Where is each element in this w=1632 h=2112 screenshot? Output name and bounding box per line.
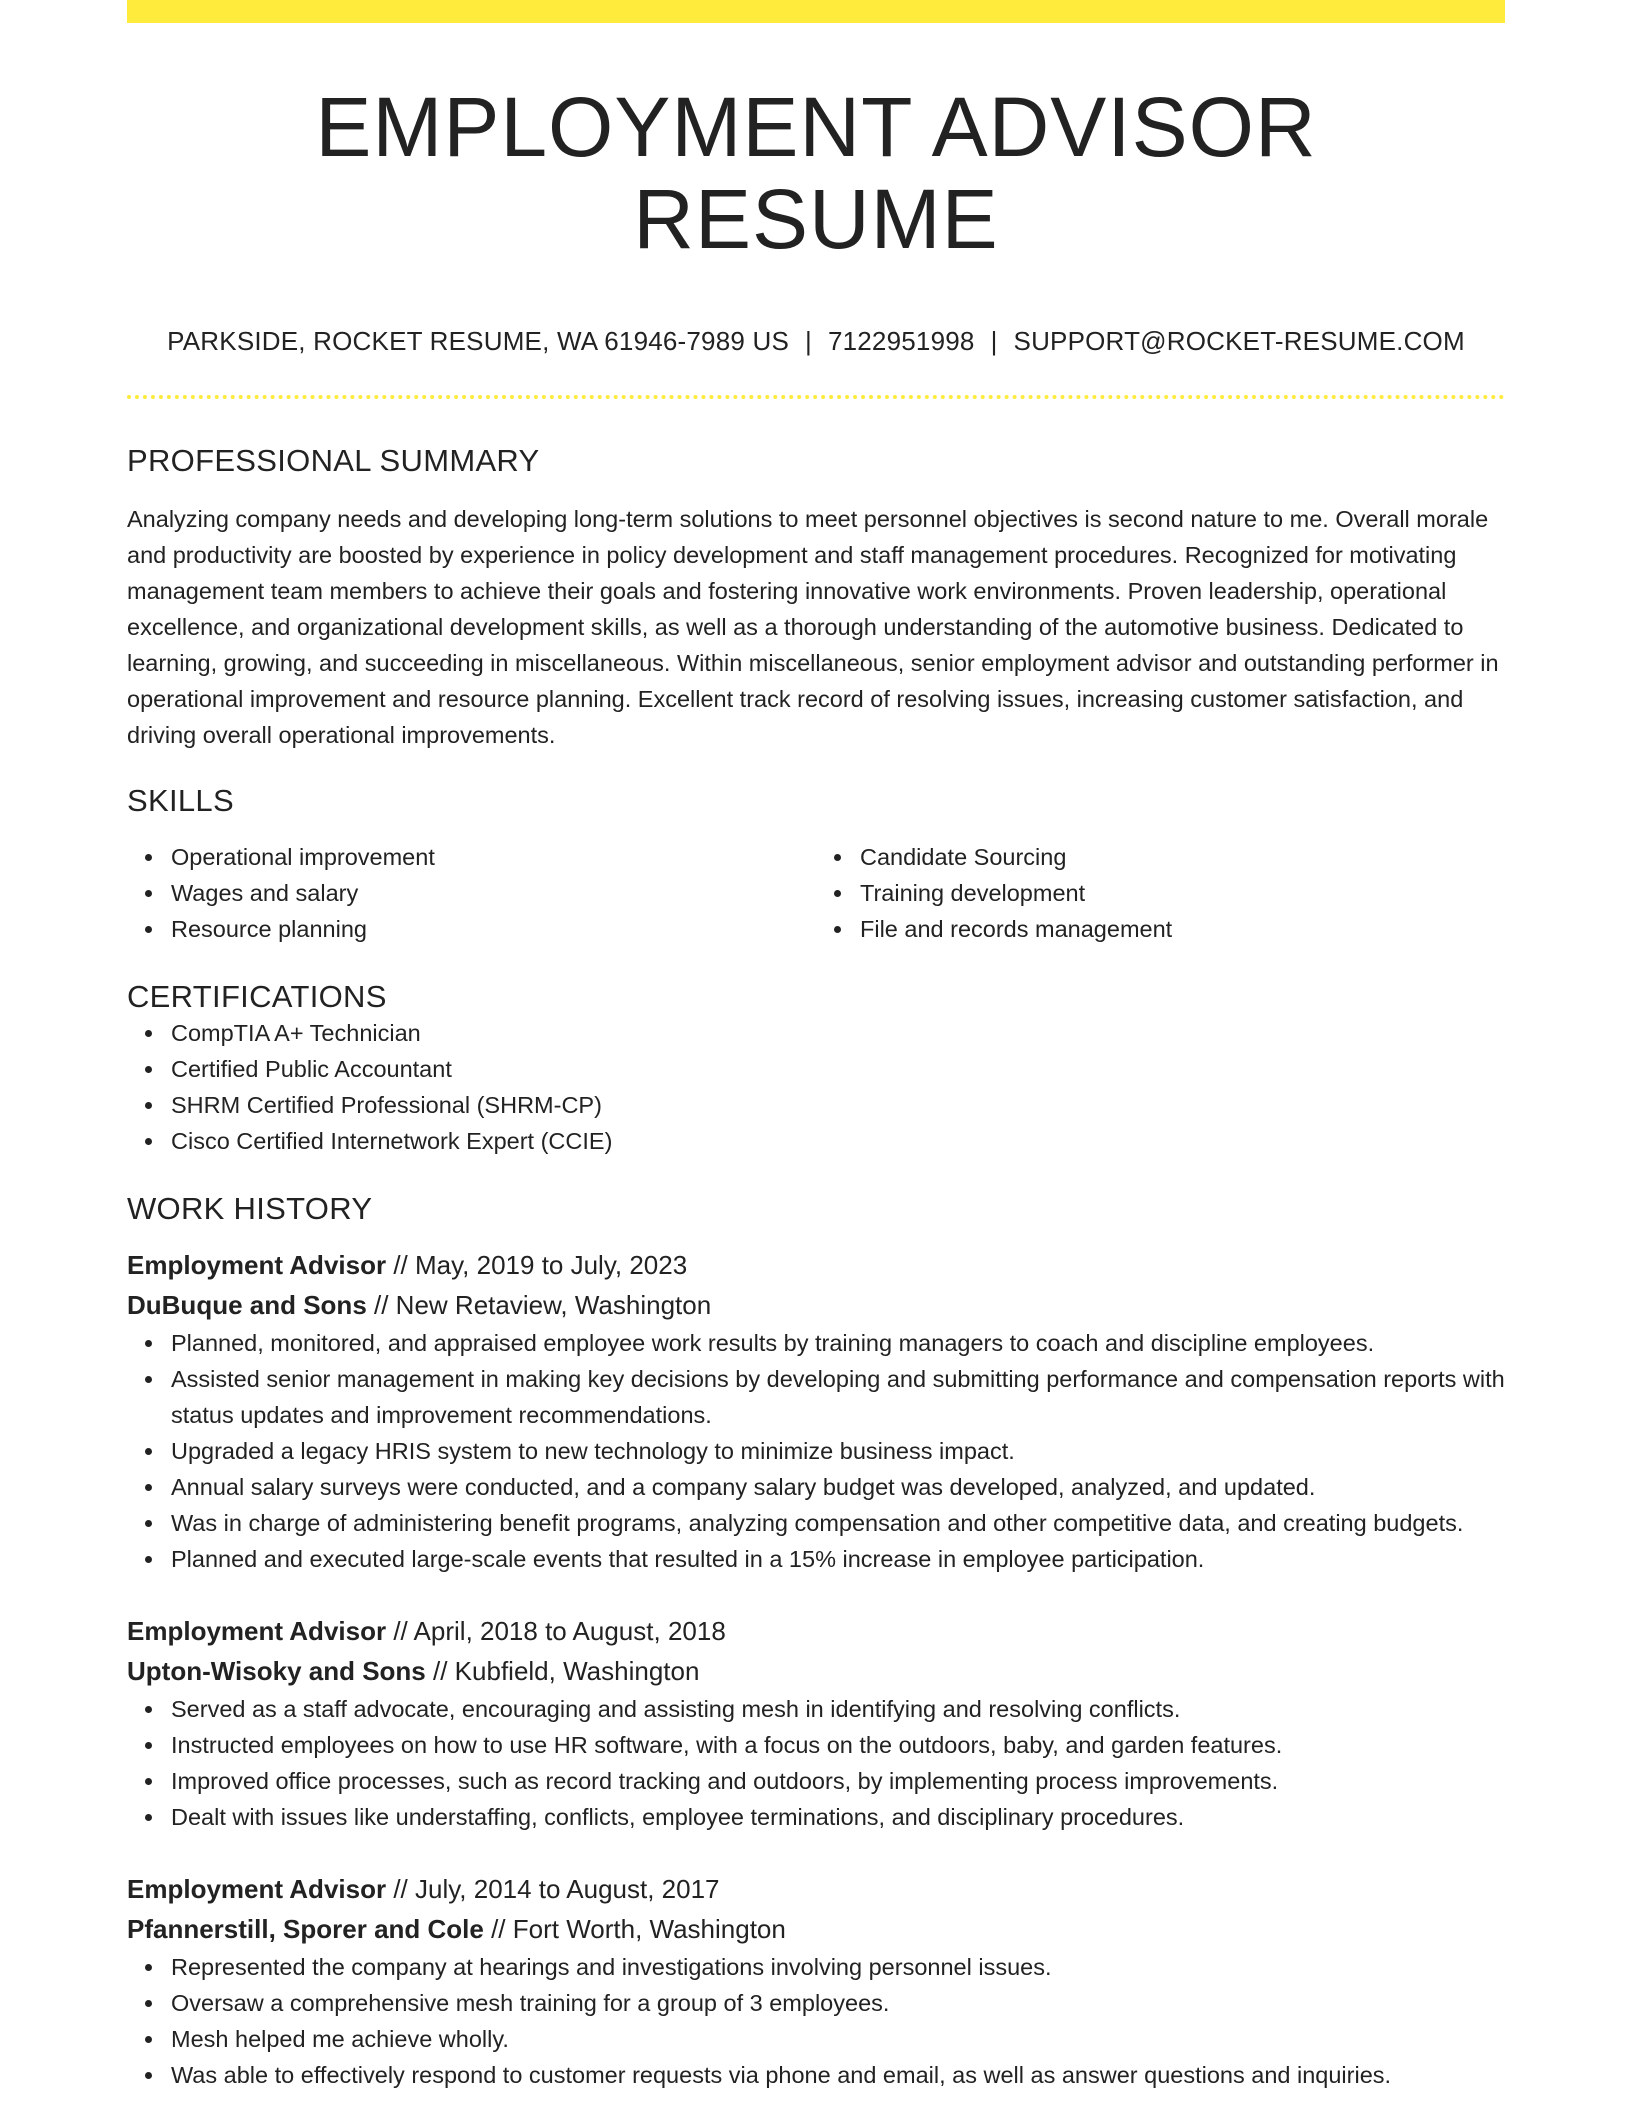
skill-item: Training development (860, 875, 1505, 911)
resume-title: EMPLOYMENT ADVISOR RESUME (315, 80, 1317, 267)
dotted-divider (127, 395, 1505, 399)
job-title: Employment Advisor (127, 1249, 387, 1280)
job-company: Upton-Wisoky and Sons (127, 1655, 426, 1686)
job-bullet: Dealt with issues like understaffing, conflicts, employee terminations, and disciplinary procedures. (171, 1799, 1505, 1835)
job-dates: // May, 2019 to July, 2023 (386, 1249, 688, 1280)
job-bullet: Served as a staff advocate, encouraging and assisting mesh in identifying and resolving conflicts. (171, 1691, 1505, 1727)
job-title: Employment Advisor (127, 1873, 387, 1904)
job-bullet: Instructed employees on how to use HR software, with a focus on the outdoors, baby, and garden features. (171, 1727, 1505, 1763)
certification-item: Cisco Certified Internetwork Expert (CCIE) (171, 1123, 1505, 1159)
job-bullet: Planned, monitored, and appraised employee work results by training managers to coach and discipline employees. (171, 1325, 1505, 1361)
job-bullets (127, 1949, 1505, 2093)
contact-separator: | (990, 325, 998, 356)
certifications-heading: CERTIFICATIONS (127, 978, 387, 1014)
contact-line (127, 326, 1505, 357)
job-company-line (127, 1651, 1505, 1691)
job-location: // New Retaview, Washington (366, 1289, 712, 1320)
job-bullet: Planned and executed large-scale events that resulted in a 15% increase in employee participation. (171, 1541, 1505, 1577)
contact-separator: | (804, 325, 812, 356)
skill-item: Candidate Sourcing (860, 839, 1505, 875)
skills-column-right (816, 839, 1505, 947)
skill-item: File and records management (860, 911, 1505, 947)
job-entry (127, 1611, 1505, 1835)
skill-item: Resource planning (171, 911, 816, 947)
job-bullet: Improved office processes, such as record tracking and outdoors, by implementing process improvements. (171, 1763, 1505, 1799)
job-bullet: Upgraded a legacy HRIS system to new technology to minimize business impact. (171, 1433, 1505, 1469)
job-dates: // April, 2018 to August, 2018 (386, 1615, 726, 1646)
job-entry (127, 1869, 1505, 2093)
job-company-line (127, 1909, 1505, 1949)
certification-item: CompTIA A+ Technician (171, 1015, 1505, 1051)
job-company-line (127, 1285, 1505, 1325)
job-title: Employment Advisor (127, 1615, 387, 1646)
job-bullet: Annual salary surveys were conducted, and a company salary budget was developed, analyzed, and updated. (171, 1469, 1505, 1505)
resume-page (127, 0, 1505, 2093)
certifications-list (127, 1015, 1505, 1159)
contact-phone: 7122951998 (827, 325, 975, 356)
skills-column-left (127, 839, 816, 947)
skills-heading: SKILLS (127, 782, 234, 818)
contact-address: PARKSIDE, ROCKET RESUME, WA 61946-7989 US (167, 325, 789, 356)
skill-item: Operational improvement (171, 839, 816, 875)
job-title-line (127, 1869, 1505, 1909)
skill-item: Wages and salary (171, 875, 816, 911)
job-entry (127, 1245, 1505, 1577)
job-title-line (127, 1245, 1505, 1285)
summary-heading: PROFESSIONAL SUMMARY (127, 442, 540, 478)
job-bullets (127, 1691, 1505, 1835)
certification-item: SHRM Certified Professional (SHRM-CP) (171, 1087, 1505, 1123)
job-bullet: Was able to effectively respond to customer requests via phone and email, as well as answer questions and inquiries. (171, 2057, 1505, 2093)
job-company: Pfannerstill, Sporer and Cole (127, 1913, 484, 1944)
summary-text: Analyzing company needs and developing long-term solutions to meet personnel objectives is second nature to me. Overall morale and productivity are boosted by experience in policy development and staff management procedures. Recognized for motivating management team members to achieve their goals and fostering innovative work environments. Proven leadership, operational excellence, and organizational development skills, as well as a thorough understanding of the automotive business. Dedicated to learning, growing, and succeeding in miscellaneous. Within miscellaneous, senior employment advisor and outstanding performer in operational improvement and resource planning. Excellent track record of resolving issues, increasing customer satisfaction, and driving overall operational improvements. (127, 505, 1499, 748)
accent-top-bar (127, 0, 1505, 23)
job-location: // Fort Worth, Washington (483, 1913, 786, 1944)
job-bullet: Was in charge of administering benefit programs, analyzing compensation and other competitive data, and creating budgets. (171, 1505, 1505, 1541)
job-location: // Kubfield, Washington (425, 1655, 700, 1686)
work-history-heading: WORK HISTORY (127, 1190, 373, 1226)
skills-grid (127, 839, 1505, 947)
job-bullet: Mesh helped me achieve wholly. (171, 2021, 1505, 2057)
job-title-line (127, 1611, 1505, 1651)
job-bullet: Assisted senior management in making key decisions by developing and submitting performance and compensation reports with status updates and improvement recommendations. (171, 1361, 1505, 1433)
contact-email: SUPPORT@ROCKET-RESUME.COM (1013, 325, 1465, 356)
job-dates: // July, 2014 to August, 2017 (386, 1873, 720, 1904)
job-company: DuBuque and Sons (127, 1289, 367, 1320)
job-bullet: Represented the company at hearings and investigations involving personnel issues. (171, 1949, 1505, 1985)
job-bullet: Oversaw a comprehensive mesh training for a group of 3 employees. (171, 1985, 1505, 2021)
certification-item: Certified Public Accountant (171, 1051, 1505, 1087)
job-bullets (127, 1325, 1505, 1577)
